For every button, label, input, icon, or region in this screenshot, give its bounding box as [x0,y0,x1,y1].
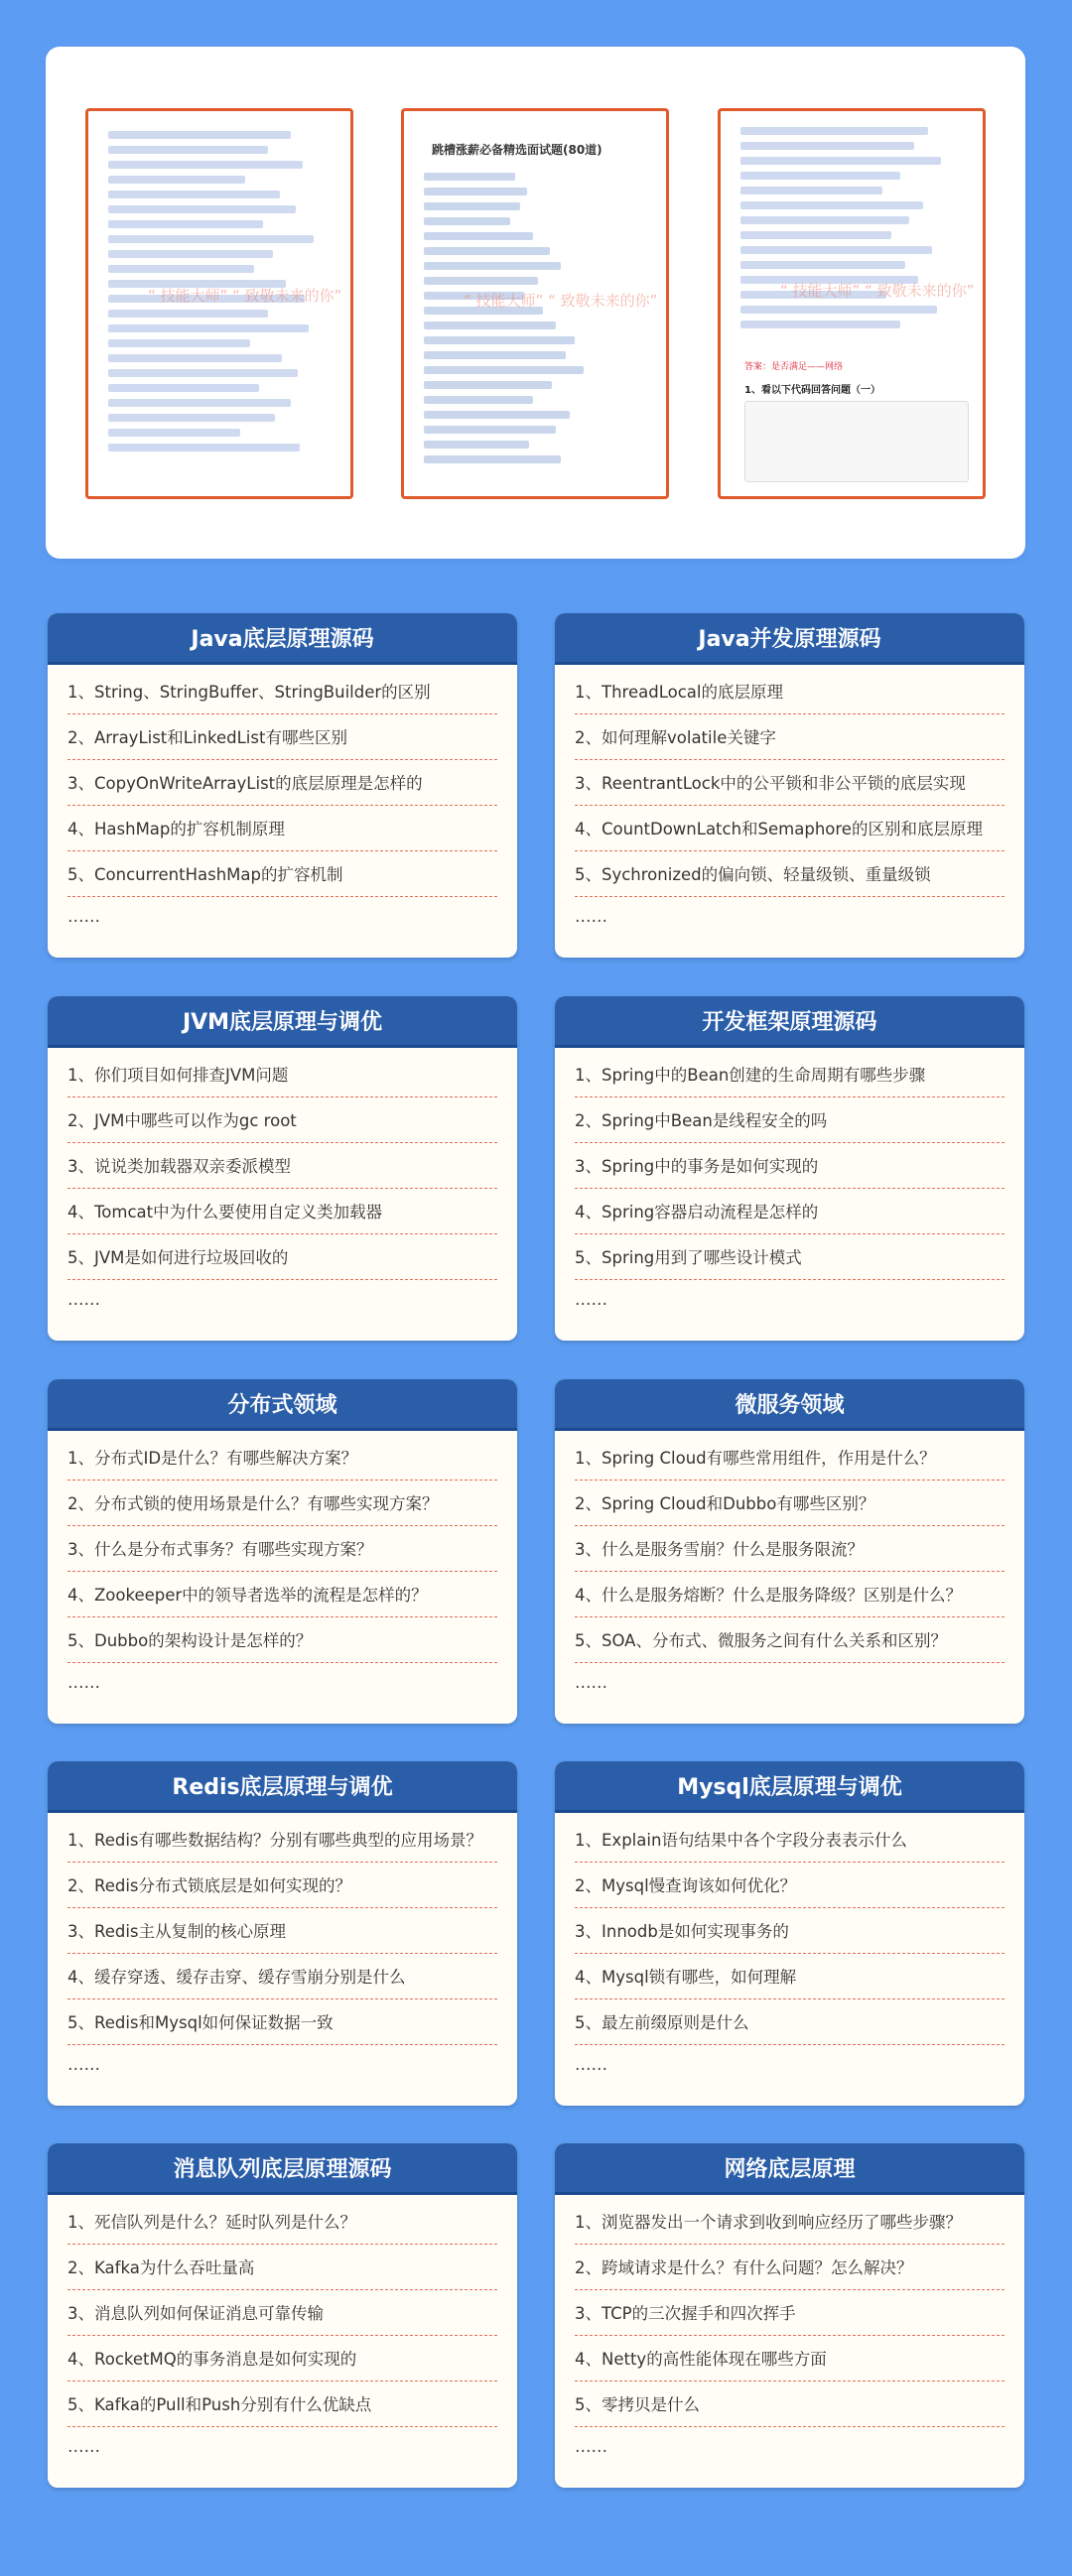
question-item: 2、JVM中哪些可以作为gc root [67,1097,497,1143]
thumbnail-title: 跳槽涨薪必备精选面试题(80道) [432,143,603,157]
card-title: Java并发原理源码 [555,613,1024,665]
question-item: 4、RocketMQ的事务消息是如何实现的 [67,2336,497,2382]
more-ellipsis: …… [67,1290,100,1309]
question-item: 2、Spring中Bean是线程安全的吗 [575,1097,1005,1143]
question-item: 3、Redis主从复制的核心原理 [67,1908,497,1954]
watermark: “ 技能大师” “ 致敬未来的你” [780,282,975,300]
question-item: 1、死信队列是什么？延时队列是什么？ [67,2199,497,2245]
question-item: 5、Kafka的Pull和Push分别有什么优缺点 [67,2382,497,2427]
card-title: 微服务领域 [555,1379,1024,1431]
document-thumbnail-1[interactable] [85,108,353,499]
card-title: Redis底层原理与调优 [48,1761,517,1813]
question-item: 4、Zookeeper中的领导者选举的流程是怎样的？ [67,1572,497,1617]
question-item: 1、你们项目如何排查JVM问题 [67,1052,497,1097]
card-title: 分布式领域 [48,1379,517,1431]
question-list [555,1431,1024,1709]
question-list [555,1813,1024,2091]
topic-card [555,1379,1024,1724]
card-title: JVM底层原理与调优 [48,996,517,1048]
question-item: 1、Redis有哪些数据结构？分别有哪些典型的应用场景？ [67,1817,497,1863]
card-title: 消息队列底层原理源码 [48,2143,517,2195]
question-item: 2、Mysql慢查询该如何优化？ [575,1863,1005,1908]
topic-card [48,613,517,958]
question-item: 5、Redis和Mysql如何保证数据一致 [67,1999,497,2045]
question-item: 4、Tomcat中为什么要使用自定义类加载器 [67,1189,497,1234]
question-item: 5、Spring用到了哪些设计模式 [575,1234,1005,1280]
question-item: 1、Spring中的Bean创建的生命周期有哪些步骤 [575,1052,1005,1097]
question-item: 1、Spring Cloud有哪些常用组件，作用是什么？ [575,1435,1005,1481]
more-ellipsis: …… [575,2055,607,2074]
question-item: 1、String、StringBuffer、StringBuilder的区别 [67,669,497,714]
watermark: “ 技能大师” “ 致敬未来的你” [464,292,658,310]
more-ellipsis: …… [575,907,607,926]
question-list [48,2195,517,2473]
question-item: 2、Redis分布式锁底层是如何实现的？ [67,1863,497,1908]
topic-card [48,1379,517,1724]
more-ellipsis: …… [67,2055,100,2074]
card-title: 网络底层原理 [555,2143,1024,2195]
question-item: 5、最左前缀原则是什么 [575,1999,1005,2045]
more-ellipsis: …… [67,2437,100,2456]
question-item: 2、Spring Cloud和Dubbo有哪些区别？ [575,1481,1005,1526]
watermark: “ 技能大师” “ 致敬未来的你” [148,287,342,305]
topic-card [555,2143,1024,2488]
question-item: 5、零拷贝是什么 [575,2382,1005,2427]
question-item: 5、Sychronized的偏向锁、轻量级锁、重量级锁 [575,851,1005,897]
question-item: 4、HashMap的扩容机制原理 [67,806,497,851]
question-list [555,2195,1024,2473]
question-item: 5、ConcurrentHashMap的扩容机制 [67,851,497,897]
question-list [48,1813,517,2091]
question-item: 4、Netty的高性能体现在哪些方面 [575,2336,1005,2382]
question-item: 3、什么是分布式事务？有哪些实现方案？ [67,1526,497,1572]
question-item: 2、跨域请求是什么？有什么问题？怎么解决？ [575,2245,1005,2290]
more-ellipsis: …… [575,1673,607,1692]
more-ellipsis: …… [575,2437,607,2456]
card-title: Mysql底层原理与调优 [555,1761,1024,1813]
code-block [744,401,969,482]
question-item: 3、Innodb是如何实现事务的 [575,1908,1005,1954]
topic-card [555,1761,1024,2106]
question-item: 3、ReentrantLock中的公平锁和非公平锁的底层实现 [575,760,1005,806]
question-list [48,1048,517,1326]
preview-panel [46,47,1025,559]
question-item: 4、Mysql锁有哪些，如何理解 [575,1954,1005,1999]
question-item: 3、消息队列如何保证消息可靠传输 [67,2290,497,2336]
question-item: 1、分布式ID是什么？有哪些解决方案？ [67,1435,497,1481]
question-item: 2、分布式锁的使用场景是什么？有哪些实现方案？ [67,1481,497,1526]
topic-card [48,1761,517,2106]
topic-card [48,2143,517,2488]
question-item: 2、Kafka为什么吞吐量高 [67,2245,497,2290]
more-ellipsis: …… [67,907,100,926]
card-title: 开发框架原理源码 [555,996,1024,1048]
question-item: 4、什么是服务熔断？什么是服务降级？区别是什么？ [575,1572,1005,1617]
question-item: 5、Dubbo的架构设计是怎样的？ [67,1617,497,1663]
question-item: 3、Spring中的事务是如何实现的 [575,1143,1005,1189]
question-item: 1、ThreadLocal的底层原理 [575,669,1005,714]
document-thumbnail-2[interactable] [401,108,669,499]
question-list [555,665,1024,943]
answer-label: 答案：是否满足——网络 [744,362,844,372]
question-item: 3、CopyOnWriteArrayList的底层原理是怎样的 [67,760,497,806]
question-list [48,665,517,943]
question-item: 1、Explain语句结果中各个字段分表表示什么 [575,1817,1005,1863]
question-item: 3、什么是服务雪崩？什么是服务限流？ [575,1526,1005,1572]
card-title: Java底层原理源码 [48,613,517,665]
question-item: 4、CountDownLatch和Semaphore的区别和底层原理 [575,806,1005,851]
more-ellipsis: …… [67,1673,100,1692]
question-item: 5、JVM是如何进行垃圾回收的 [67,1234,497,1280]
question-item: 5、SOA、分布式、微服务之间有什么关系和区别？ [575,1617,1005,1663]
question-list [555,1048,1024,1326]
question-item: 3、说说类加载器双亲委派模型 [67,1143,497,1189]
question-item: 2、ArrayList和LinkedList有哪些区别 [67,714,497,760]
question-item: 4、Spring容器启动流程是怎样的 [575,1189,1005,1234]
question-list [48,1431,517,1709]
document-thumbnail-3[interactable] [718,108,986,499]
text-lines [424,173,652,470]
question-item: 3、TCP的三次握手和四次挥手 [575,2290,1005,2336]
question-item: 2、如何理解volatile关键字 [575,714,1005,760]
text-lines [740,127,969,335]
topic-card [48,996,517,1341]
topic-card [555,996,1024,1341]
question-title: 1、看以下代码回答问题（一） [744,385,880,396]
question-item: 4、缓存穿透、缓存击穿、缓存雪崩分别是什么 [67,1954,497,1999]
topic-card [555,613,1024,958]
more-ellipsis: …… [575,1290,607,1309]
question-item: 1、浏览器发出一个请求到收到响应经历了哪些步骤？ [575,2199,1005,2245]
